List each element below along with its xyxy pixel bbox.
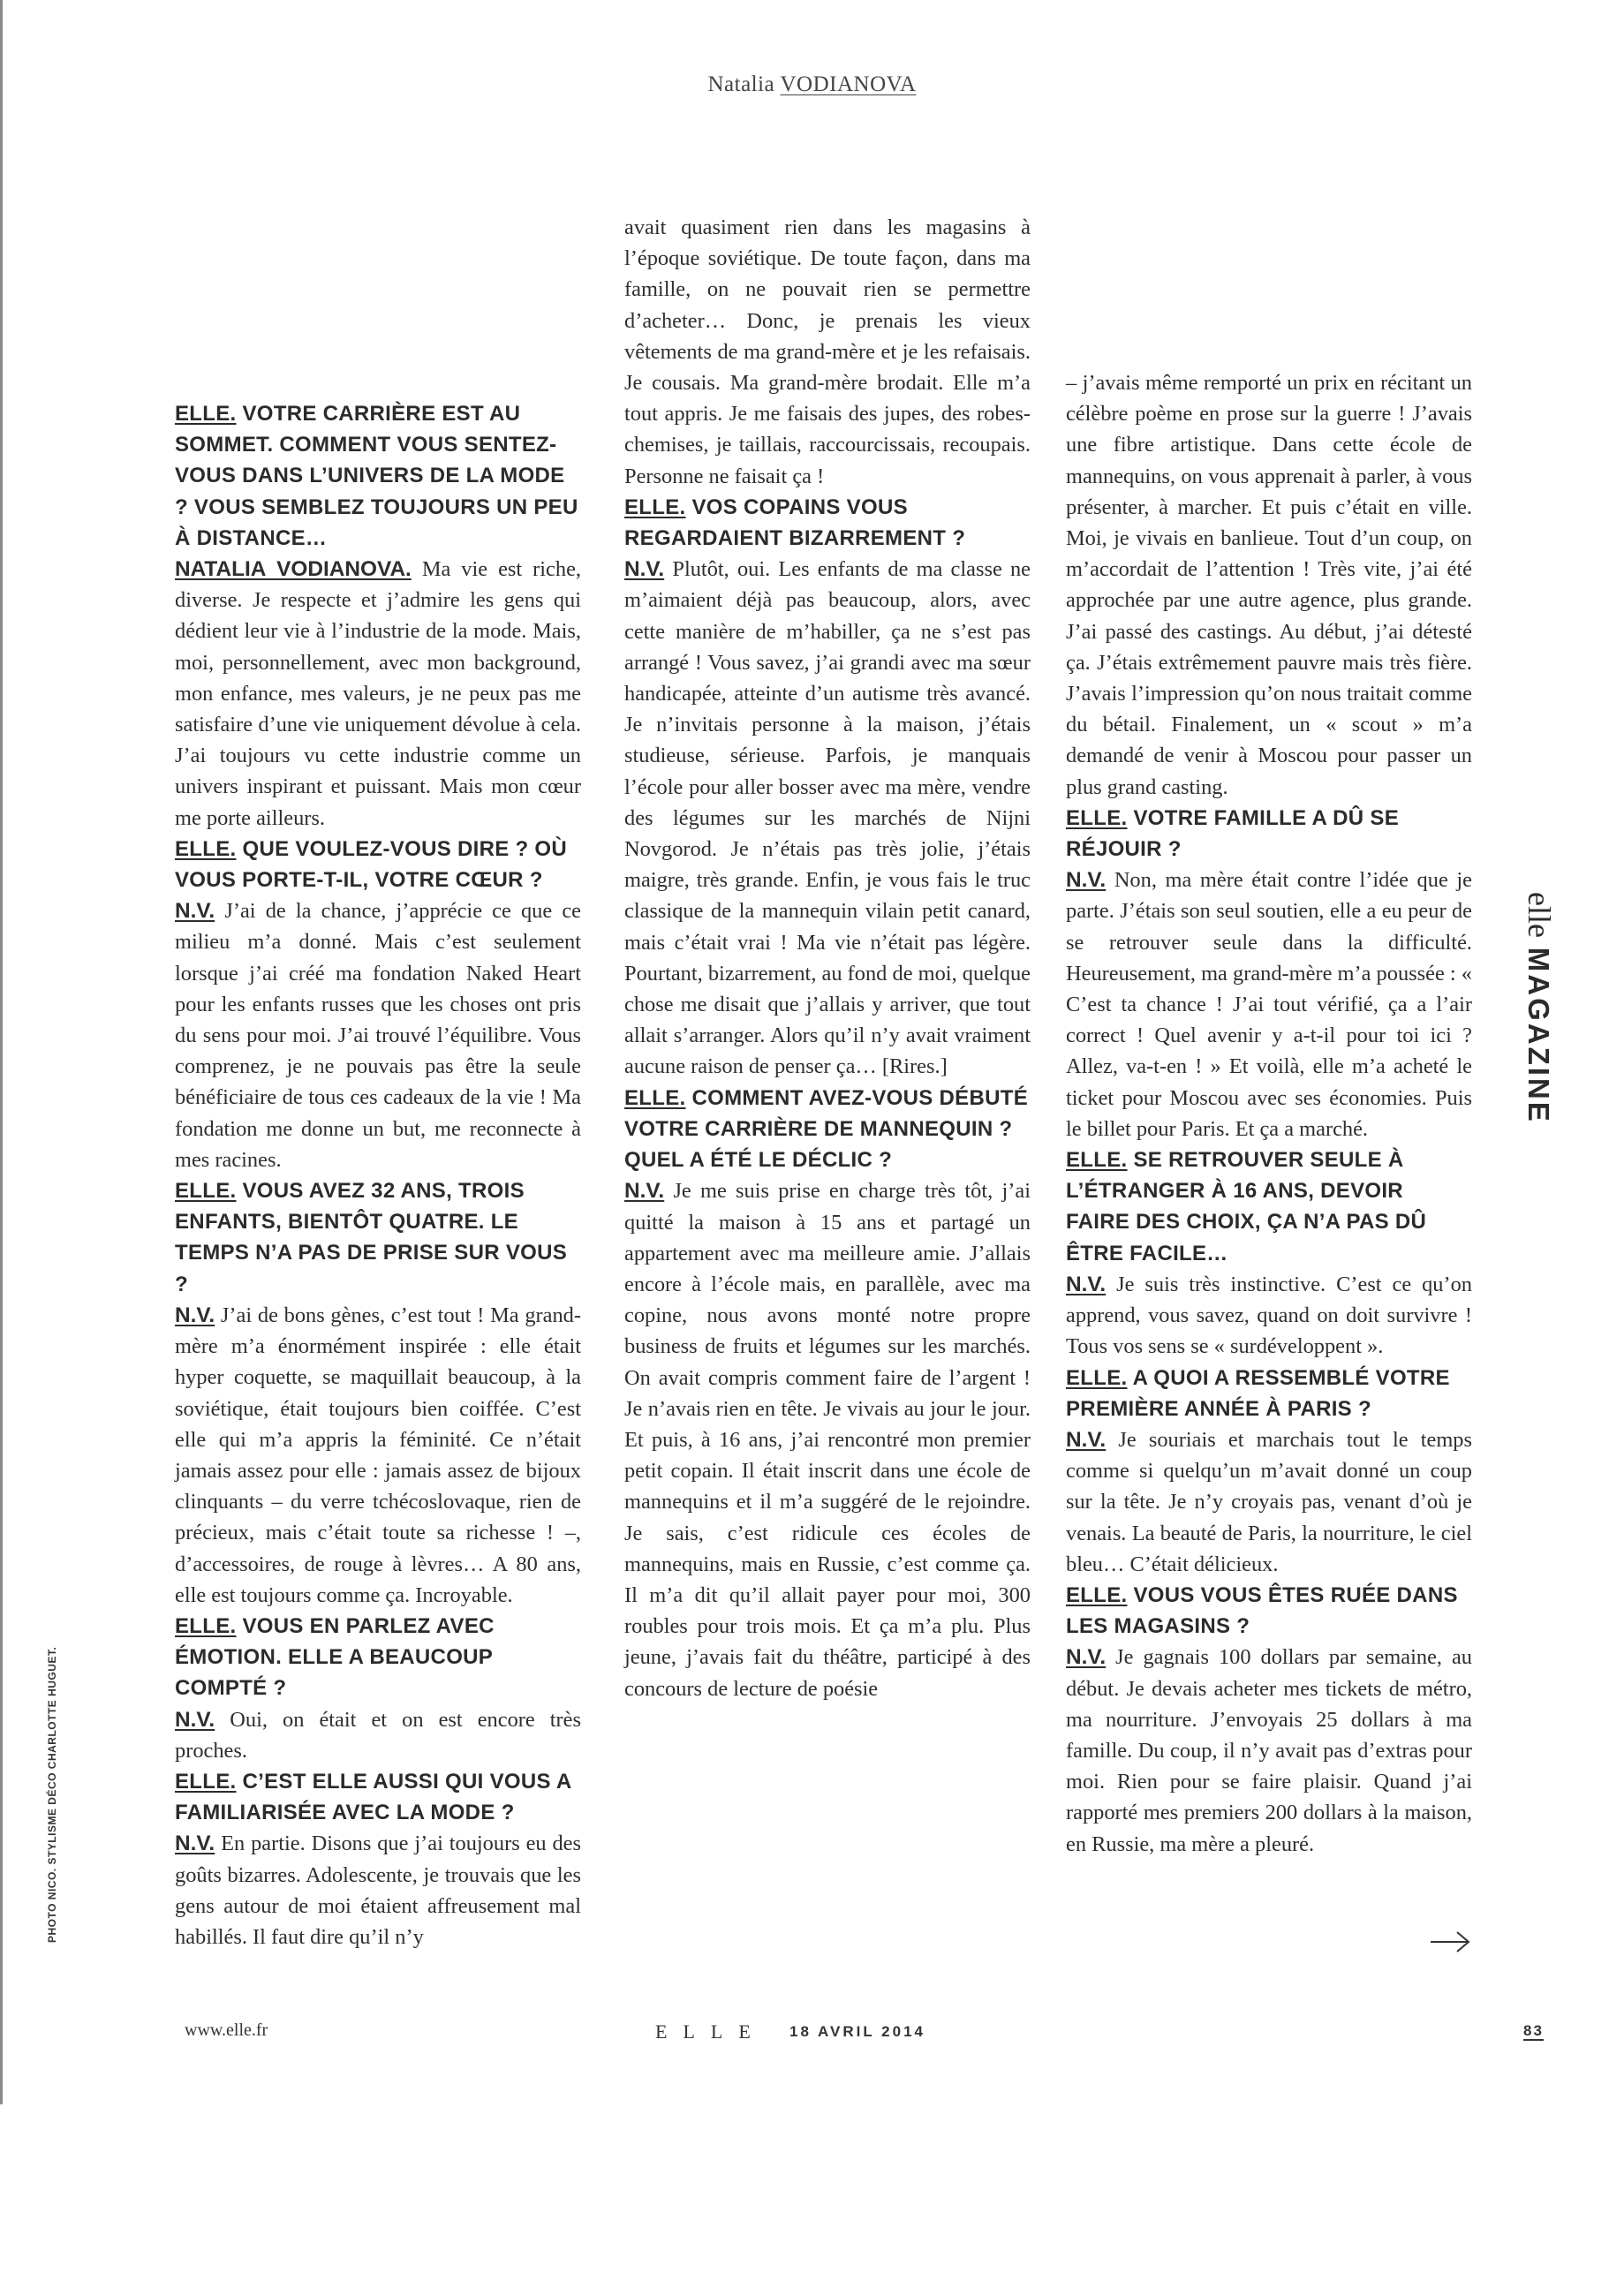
paragraph-text: VOUS VOUS ÊTES RUÉE DANS LES MAGASINS ? (1066, 1582, 1458, 1639)
paragraph-text: Je gagnais 100 dollars par semaine, au début. Je devais acheter mes tickets de métro, ma nourriture. J’envoyais 25 dollars à ma famille. Du coup, il n’y avait pas d’extras pour moi. Rien pour se faire plaisir. Quand j’ai rapporté mes premiers 200 dollars à la maison, en Russie, ma mère a pleuré. (1066, 1645, 1472, 1856)
answer-label: N.V. (1066, 1645, 1107, 1670)
question-paragraph (175, 1175, 581, 1300)
answer-label: N.V. (175, 1707, 215, 1732)
question-label: ELLE. (175, 402, 237, 426)
footer-url: www.elle.fr (185, 2020, 268, 2040)
question-paragraph (1066, 1363, 1472, 1424)
paragraph-text: VOUS EN PARLEZ AVEC ÉMOTION. ELLE A BEAUCOUP COMPTÉ ? (175, 1613, 495, 1701)
article-column-3 (1066, 367, 1472, 1860)
question-label: ELLE. (175, 1179, 237, 1204)
side-brand (1522, 892, 1557, 1122)
paragraph-text: Plutôt, oui. Les enfants de ma classe ne m’aimaient déjà pas beaucoup, alors, avec cette manière de m’habiller, ça ne s’est pas arrangé ! Vous savez, j’ai grandi avec ma sœur handicapée, atteinte d’un autisme très avancé. Je n’invitais personne à la maison, j’étais studieuse, sérieuse. Parfois, je manquais l’école pour aller bosser avec ma mère, vendre des légumes sur les marchés de Nijni Novgorod. Je n’étais pas très jolie, j’étais maigre, très grande. Enfin, je vous fais le truc classique de la mannequin vilain petit canard, mais c’était vrai ! Ma vie n’était pas légère. Pourtant, bizarrement, au fond de moi, quelque chose me disait que j’allais y arriver, que tout allait s’arranger. Alors qu’il n’y avait vraiment aucune raison de penser ça… [Rires.] (624, 557, 1031, 1079)
paragraph-text: En partie. Disons que j’ai toujours eu des goûts bizarres. Adolescente, je trouvais que les gens autour de moi étaient affreusement mal habillés. Il faut dire qu’il n’y (175, 1832, 581, 1949)
question-paragraph (175, 834, 581, 895)
answer-label: N.V. (1066, 1272, 1107, 1296)
question-label: ELLE. (624, 1085, 686, 1110)
question-paragraph (175, 398, 581, 554)
paragraph-text: J’ai de la chance, j’apprécie ce que ce milieu m’a donné. Mais c’est seulement lorsque j’ai créé ma fondation Naked Heart pour les enfants russes que les choses ont pris du sens pour moi. J’ai trouvé l’équilibre. Vous comprenez, je ne pouvais pas être la seule bénéficiaire de tous ces cadeaux de la vie ! Ma fondation me donne un but, me reconnecte à mes racines. (175, 899, 581, 1172)
paragraph-text: – j’avais même remporté un prix en récitant un célèbre poème en prose sur la guerre ! J’avais une fibre artistique. Dans cette école de mannequins, on vous apprenait à parler, à vous présenter, à marcher. Et puis c’était en ville. Moi, je vivais en banlieue. Tout d’un coup, on m’accordait de l’attention ! Très vite, j’ai été approchée par une autre agence, plus grande. J’ai passé des castings. Au début, j’ai détesté ça. J’étais extrêmement pauvre mais très fière. J’avais l’impression qu’on nous traitait comme du bétail. Finalement, un « scout » m’a demandé de venir à Moscou pour passer un plus grand casting. (1066, 371, 1472, 799)
question-label: ELLE. (624, 495, 686, 519)
question-paragraph (1066, 1144, 1472, 1269)
footer-page-number: 83 (1523, 2022, 1544, 2039)
side-brand-magazine: MAGAZINE (1522, 947, 1555, 1124)
paragraph-text: Je suis très instinctive. C’est ce qu’on apprend, vous savez, quand on doit survivre ! Tous vos sens se « surdéveloppent ». (1066, 1272, 1472, 1359)
answer-label: N.V. (175, 1832, 215, 1856)
continue-arrow-icon (1429, 1930, 1471, 1954)
paragraph-text: C’EST ELLE AUSSI QUI VOUS A FAMILIARISÉE AVEC LA MODE ? (175, 1769, 571, 1825)
running-head-first-name: Natalia (707, 72, 775, 96)
paragraph-text: VOTRE CARRIÈRE EST AU SOMMET. COMMENT VOUS SENTEZ-VOUS DANS L’UNIVERS DE LA MODE ? VOUS SEMBLEZ TOUJOURS UN PEU À DISTANCE… (175, 402, 578, 550)
paragraph-text: A QUOI A RESSEMBLÉ VOTRE PREMIÈRE ANNÉE À PARIS ? (1066, 1365, 1450, 1421)
question-paragraph (624, 1083, 1031, 1176)
photo-credit-text: PHOTO NICO. STYLISME DÉCO CHARLOTTE HUGUET. (46, 1646, 58, 1943)
answer-paragraph (175, 1704, 581, 1766)
answer-label: N.V. (175, 1303, 215, 1327)
question-label: ELLE. (1066, 805, 1128, 830)
paragraph-text: J’ai de bons gènes, c’est tout ! Ma grand-mère m’a énormément inspirée : elle était hyper coquette, se maquillait beaucoup, à la soviétique, était toujours bien coiffée. C’est elle qui m’a appris la féminité. Ce n’était jamais assez pour elle : jamais assez de bijoux clinquants – du verre tchécoslovaque, rien de précieux, mais c’était toute sa richesse ! –, d’accessoires, de rouge à lèvres… A 80 ans, elle est toujours comme ça. Incroyable. (175, 1303, 581, 1607)
answer-paragraph (1066, 1424, 1472, 1580)
article-column-2 (624, 212, 1031, 1704)
question-paragraph (1066, 803, 1472, 865)
answer-paragraph (175, 895, 581, 1175)
page-edge-rule (0, 0, 3, 2104)
paragraph-text: VOS COPAINS VOUS REGARDAIENT BIZARREMENT ? (624, 495, 966, 551)
paragraph-text: avait quasiment rien dans les magasins à l’époque soviétique. De toute façon, dans ma famille, on ne pouvait rien se permettre d’acheter… Donc, je prenais les vieux vêtements de ma grand-mère et je les refaisais. Je cousais. Ma grand-mère brodait. Elle m’a tout appris. Je me faisais des jupes, des robes-chemises, je taillais, raccourcissais, recoupais. Personne ne faisait ça ! (624, 215, 1031, 488)
question-paragraph (1066, 1580, 1472, 1642)
answer-paragraph (1066, 865, 1472, 1144)
paragraph-text: VOTRE FAMILLE A DÛ SE RÉJOUIR ? (1066, 805, 1400, 862)
answer-paragraph (624, 212, 1031, 492)
question-paragraph (175, 1611, 581, 1704)
answer-label: NATALIA VODIANOVA. (175, 557, 412, 582)
question-label: ELLE. (1066, 1365, 1128, 1390)
paragraph-text: Non, ma mère était contre l’idée que je parte. J’étais son seul soutien, elle a eu peur de se retrouver seule dans la difficulté. Heureusement, ma grand-mère m’a poussée : « C’est ta chance ! J’ai tout vérifié, ça a l’air correct ! Quel avenir y a-t-il pour toi ici ? Allez, va-t-en ! » Et voilà, elle m’a acheté le ticket pour Moscou avec ses économies. Puis le billet pour Paris. Et ça a marché. (1066, 868, 1472, 1141)
answer-paragraph (1066, 367, 1472, 803)
paragraph-text: Je souriais et marchais tout le temps comme si quelqu’un m’avait donné un coup sur la tête. Je n’y croyais pas, venant d’où je venais. La beauté de Paris, la nourriture, le ciel bleu… C’était délicieux. (1066, 1427, 1472, 1576)
photo-credit (46, 1646, 59, 2296)
article-column-1 (175, 398, 581, 1952)
running-head-last-name: VODIANOVA (780, 72, 917, 96)
paragraph-text: COMMENT AVEZ-VOUS DÉBUTÉ VOTRE CARRIÈRE DE MANNEQUIN ? QUEL A ÉTÉ LE DÉCLIC ? (624, 1085, 1029, 1173)
paragraph-text: Ma vie est riche, diverse. Je respecte et j’admire les gens qui dédient leur vie à l’industrie de la mode. Mais, moi, personnellement, avec mon background, mon enfance, mes valeurs, je ne peux pas me satisfaire d’une vie uniquement dévolue à cela. J’ai toujours vu cette industrie comme un univers inspirant et puissant. Mais mon cœur me porte ailleurs. (175, 557, 581, 830)
side-brand-elle: elle (1522, 892, 1557, 938)
running-head (0, 72, 1624, 97)
question-paragraph (624, 492, 1031, 554)
side-brand-text (1521, 892, 1557, 1124)
answer-paragraph (1066, 1642, 1472, 1859)
question-label: ELLE. (175, 1613, 237, 1638)
answer-paragraph (175, 1828, 581, 1952)
answer-label: N.V. (624, 1179, 665, 1204)
answer-label: N.V. (1066, 868, 1107, 893)
answer-paragraph (624, 554, 1031, 1082)
question-paragraph (175, 1766, 581, 1828)
paragraph-text: SE RETROUVER SEULE À L’ÉTRANGER À 16 ANS, DEVOIR FAIRE DES CHOIX, ÇA N’A PAS DÛ ÊTRE FACILE… (1066, 1148, 1427, 1265)
question-label: ELLE. (1066, 1582, 1128, 1607)
question-label: ELLE. (175, 1769, 237, 1794)
answer-paragraph (1066, 1269, 1472, 1363)
paragraph-text: QUE VOULEZ-VOUS DIRE ? OÙ VOUS PORTE-T-IL, VOTRE CŒUR ? (175, 836, 568, 893)
answer-paragraph (175, 554, 581, 834)
answer-label: N.V. (1066, 1427, 1107, 1452)
paragraph-text: VOUS AVEZ 32 ANS, TROIS ENFANTS, BIENTÔT QUATRE. LE TEMPS N’A PAS DE PRISE SUR VOUS ? (175, 1179, 568, 1296)
paragraph-text: Je me suis prise en charge très tôt, j’ai quitté la maison à 15 ans et partagé un appartement avec ma meilleure amie. J’allais encore à l’école mais, en parallèle, avec ma copine, nous avons monté notre propre business de fruits et légumes sur les marchés. On avait compris comment faire de l’argent ! Je n’avais rien en tête. Je vivais au jour le jour. Et puis, à 16 ans, j’ai rencontré mon premier petit copain. Il était inscrit dans une école de mannequins et il m’a suggéré de le rejoindre. Je sais, c’est ridicule ces écoles de mannequins, mais en Russie, c’est comme ça. Il m’a dit qu’il allait payer pour moi, 300 roubles pour trois mois. Et ça m’a plu. Plus jeune, j’avais fait du théâtre, participé à des concours de lecture de poésie (624, 1179, 1031, 1701)
footer-magazine: ELLE (655, 2020, 767, 2043)
answer-paragraph (624, 1175, 1031, 1703)
footer-date: 18 AVRIL 2014 (789, 2023, 925, 2040)
question-label: ELLE. (175, 836, 237, 861)
paragraph-text: Oui, on était et on est encore très proches. (175, 1707, 581, 1763)
answer-label: N.V. (624, 557, 665, 582)
answer-paragraph (175, 1300, 581, 1611)
question-label: ELLE. (1066, 1148, 1128, 1173)
answer-label: N.V. (175, 899, 215, 924)
